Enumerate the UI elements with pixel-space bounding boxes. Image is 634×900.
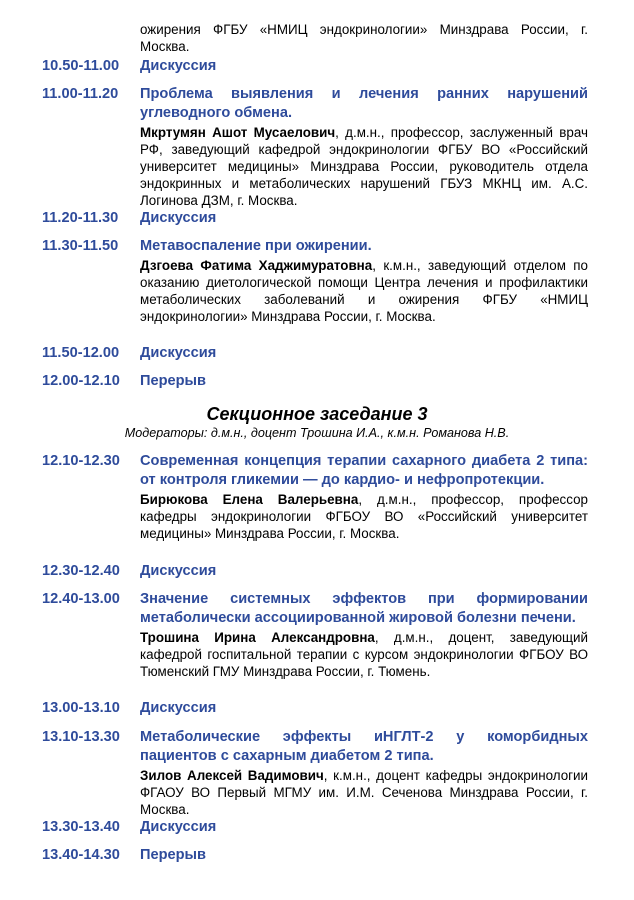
item-title: Проблема выявления и лечения ранних нарушений углеводного обмена.	[140, 86, 588, 121]
session-title: Секционное заседание 3	[206, 404, 428, 424]
speaker-info	[140, 491, 588, 542]
item-title: Дискуссия	[140, 563, 217, 579]
item-title: Метавоспаление при ожирении.	[140, 238, 372, 254]
item-title: Значение системных эффектов при формировании метаболически ассоциированной жировой болезни печени.	[140, 591, 588, 626]
item-time: 11.20-11.30	[42, 210, 119, 226]
speaker-name: Зилов Алексей Вадимович	[140, 768, 324, 783]
speaker-details: , д.м.н., доцент, заведующий кафедрой госпитальной терапии с курсом эндокринологии ФГБОУ ВО Тюменский ГМУ Минздрава России, г. Тюмень.	[140, 630, 588, 679]
speaker-info	[140, 124, 588, 209]
item-time: 12.30-12.40	[42, 563, 120, 579]
item-time: 10.50-11.00	[42, 58, 120, 74]
speaker-name: Трошина Ирина Александровна	[140, 630, 375, 645]
item-title: Дискуссия	[140, 58, 217, 74]
item-title: Дискуссия	[140, 345, 217, 361]
speaker-info	[140, 767, 588, 818]
speaker-info	[140, 629, 588, 680]
item-title: Дискуссия	[140, 819, 217, 835]
item-time: 11.50-12.00	[42, 345, 120, 361]
speaker-info	[140, 257, 588, 325]
session-moderators: Модераторы: д.м.н., доцент Трошина И.А., к.м.н. Романова Н.В.	[124, 426, 510, 440]
item-title: Дискуссия	[140, 700, 217, 716]
item-time: 12.40-13.00	[42, 591, 120, 607]
item-time: 13.40-14.30	[42, 847, 120, 863]
item-title: Дискуссия	[140, 210, 217, 226]
speaker-name: Мкртумян Ашот Мусаелович	[140, 125, 336, 140]
speaker-details: , к.м.н., заведующий отделом по оказанию диетологической помощи Центра лечения и профилактики метаболических заболеваний и ожирения ФГБУ «НМИЦ эндокринологии» Минздрава России, г. Москва.	[140, 258, 588, 324]
previous-entry-continuation: ожирения ФГБУ «НМИЦ эндокринологии» Минздрава России, г. Москва.	[140, 22, 588, 54]
speaker-name: Дзгоева Фатима Хаджимуратовна	[140, 258, 373, 273]
item-title: Метаболические эффекты иНГЛТ-2 у коморбидных пациентов с сахарным диабетом 2 типа.	[140, 729, 588, 764]
speaker-details: , к.м.н., доцент кафедры эндокринологии ФГАОУ ВО Первый МГМУ им. И.М. Сеченова Минздрава России, г. Москва.	[140, 768, 588, 817]
item-title: Современная концепция терапии сахарного диабета 2 типа: от контроля гликемии — до кардио- и нефропротекции.	[140, 453, 588, 488]
speaker-details: , д.м.н., профессор, заслуженный врач РФ, заведующий кафедрой эндокринологии ФГБУ ВО «Российский университет медицины» Минздрава России, руководитель отдела эндокринных и метаболических нарушений ГБУЗ МКНЦ им. А.С. Логинова ДЗМ, г. Москва.	[140, 125, 588, 208]
item-title: Перерыв	[140, 847, 206, 863]
item-time: 11.30-11.50	[42, 238, 119, 254]
item-time: 12.10-12.30	[42, 453, 120, 469]
item-title: Перерыв	[140, 373, 206, 389]
item-time: 11.00-11.20	[42, 86, 119, 102]
speaker-name: Бирюкова Елена Валерьевна	[140, 492, 359, 507]
item-time: 13.30-13.40	[42, 819, 120, 835]
item-time: 12.00-12.10	[42, 373, 120, 389]
session-header	[0, 403, 634, 441]
item-time: 13.10-13.30	[42, 729, 120, 745]
item-time: 13.00-13.10	[42, 700, 120, 716]
speaker-details: , д.м.н., профессор, профессор кафедры эндокринологии ФГБОУ ВО «Российский университет медицины» Минздрава России, г. Москва.	[140, 492, 588, 541]
